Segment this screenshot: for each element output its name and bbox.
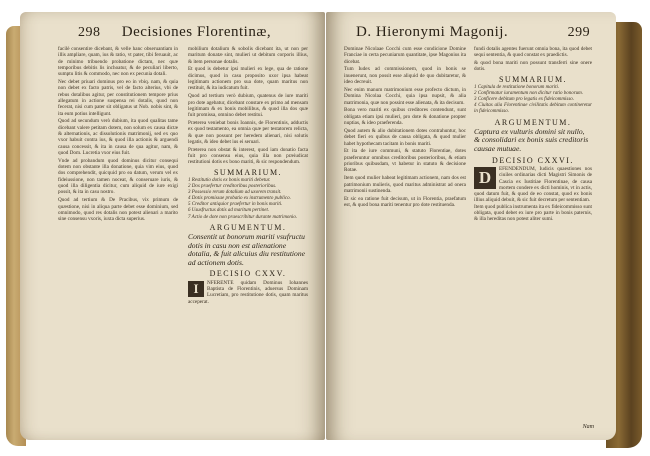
summarium-item: 1 Capitula de restitutione bonorum mariti. bbox=[474, 85, 560, 91]
decisio-body bbox=[474, 166, 592, 204]
paragraph: facilè consentire dicebant, & velle hanc obseruantiam in illis ampliare, quam, ius & ratio, vt pater, tibi feruauit, ac de minimo tribuendo probatione dictam, nec quæ temporibus debitis lis inchoatur, & de peculiari liberto, sumptu litis & commodo, nec non ex pecunia dotali. bbox=[58, 46, 178, 78]
argumentum-heading: ARGUMENTUM. bbox=[209, 222, 287, 232]
decorated-initial: D bbox=[474, 167, 496, 189]
summarium-item: 4 Ciuitas alia Florentinae civilitatis debitum contineretur in fideicommisso. bbox=[474, 103, 592, 115]
decisio-opening-text: NFERENTE quidam Dominus Iohannes Baptista de Florentinis, aduersus Dominam Lucretiam, pro restitutione dotis, quam maritus acceperat. bbox=[188, 279, 308, 305]
paragraph: Quod ad tertium & De Pracibus, vix primum de quæstione, nisi in aliqua parte debet esse dominium, sed omnimodo, quod res dotalis non potest alienari a marito sine consensu vxoris, iuxta dicta superius. bbox=[58, 197, 178, 223]
paragraph: Item quod mulier habeat legitimam actionem, nam dos est patrimonium mulieris, quod maritus administrat ad onera matrimonii sustinenda. bbox=[344, 175, 466, 194]
decisio-heading: DECISIO CXXVI. bbox=[492, 155, 574, 165]
paragraph: Et ita de iure communi, & statuto Florentiae, dotes praeferuntur omnibus creditoribus posterioribus, & etiam prioribus quibusdam, vt habetur in statuto & decisione Rotae. bbox=[344, 148, 466, 174]
paragraph: Bona vero mariti ex quibus creditores contendunt, sunt obligata etiam ipsi mulieri, pro dote & donatione propter nuptias, & ideo praeferenda. bbox=[344, 107, 466, 127]
left-page bbox=[20, 12, 325, 440]
summarium-heading: SUMMARIUM. bbox=[498, 74, 568, 84]
summarium-item: 2 Confirmatur iuramentum non dicitur ratio bonorum. bbox=[474, 91, 584, 97]
paragraph: Et sic ea ratione fuit decisum, ut in Florentia, praefatum est, & quod bona mariti tenentur pro dote restituenda. bbox=[344, 195, 466, 208]
right-running-head bbox=[356, 24, 590, 41]
summarium-item: 1 Restitutio dotis ex bonis mariti debetur. bbox=[188, 178, 271, 184]
summarium-list bbox=[188, 178, 308, 221]
paragraph: fundi dotalis agentes fuerunt omnia bona, ita quod debet sequi sententia, & quod constat ex praedictis. bbox=[474, 46, 592, 59]
paragraph: Quod autem & alio dubitationem dotes contrahuntur, hoc debet fieri ex quibus de causa obligata, & quod mulier habet hypothecam tacitam in bonis mariti. bbox=[344, 127, 466, 147]
decisio-heading: DECISIO CXXV. bbox=[209, 269, 287, 279]
right-column-a bbox=[344, 46, 466, 210]
left-running-title: Decisiones Florentinæ, bbox=[121, 24, 272, 40]
paragraph: Dominae Nicolaae Cocchi cum esse condicione Domine Franciae in certa pecuniarum quantitate, ipse Magonius ita dicebat. bbox=[344, 46, 466, 65]
paragraph: & quod bona mariti non possunt transferri sine onere dotis. bbox=[474, 60, 592, 73]
catchword: Nam bbox=[582, 424, 594, 430]
summarium-item: 2 Dos praefertur creditoribus posterioribus. bbox=[188, 184, 277, 190]
paragraph: Tum Iudex ad commissionem, quod in bonis se inuenerunt, non possit esse aliquid de quo dubitaretur, & ideo decreuit. bbox=[344, 66, 466, 86]
right-page bbox=[326, 12, 616, 440]
summarium-item: 3 Conficere debitum pro legatis ex fideicommisso. bbox=[474, 97, 575, 103]
left-running-head bbox=[78, 24, 271, 41]
summarium-item: 7 Actio de dote non praescribitur durante matrimonio. bbox=[188, 214, 298, 220]
paragraph: Præterea non obstat & interest, quod iam donatio facta fuit pro consensu eius, quia illa non præiudicat restitutioni dotis ex bono mariti, & sic respondendum. bbox=[188, 146, 308, 166]
paragraph: mobilium dotalium & sobolis dicebant ita, ut non per maritum donatæ sint, mulieri ut debitum corporis illius, & item personae dotalis. bbox=[188, 46, 308, 65]
paragraph: Quod ad secundum verò dubium, ita quod qualitas tame dicebant valere petitam dotem, non solum ex causa dictæ & alternationis, ac dissolutionis matrimonij, sed ex quo vxor habuit contra ius, & quod illa actionis & arguendi causa concessit, & ita in causa de qua agitur, nam, & quod Dom. Lucretia vxor eius fuit. bbox=[58, 118, 178, 156]
argumentum-text: Consentit ut bonorum mariti vsufructu dotis in casu non est alienatione dotalia, & fuit alicuius diu restitutione ad actionem dotis. bbox=[188, 231, 305, 267]
right-page-number: 299 bbox=[567, 25, 591, 40]
decisio-opening bbox=[188, 280, 308, 305]
paragraph: Et quod is debetur ipsi mulieri ex lege, qua de ratione dicimus, quod in casu proposito uxor ipsa habeat legitimam actionem pro sua dote, quam maritus non restituit, & ita iudicatum fuit. bbox=[188, 66, 308, 92]
paragraph: Vnde ad probandum quod dominus dicitur consequi dotem non obstante illa donatione, quia vim eius, quod dos comprehendit, quicquid pro ea datum, verum vel ex fideiussione, non tamen noceat, & conseruare iuris, & quod illa diligentia dicitur, cum aliquid de iure exigi possit, & ita in casu nostro. bbox=[58, 157, 178, 196]
paragraph: Quod ad tertium verò dubium, quatenus de iure mariti pro dote agebatur, dicebant constare ex primo ad mensam legitimam & ex bonis mobilibus, & quod illa dos quæ fuit promissa, omnino debet restitui. bbox=[188, 93, 308, 119]
right-running-title: D. Hieronymi Magonij. bbox=[356, 24, 509, 40]
decorated-initial: I bbox=[188, 281, 204, 297]
summarium-list bbox=[474, 85, 592, 115]
summarium-item: 6 Ususfructus dotis ad maritum pertinet. bbox=[188, 208, 270, 214]
paragraph: Item quod publica instrumenta ita ex fideicommisso sunt obligata, quod debet ex iure pro parte in bonis paternis, & illa hereditas non potest aliter sumi. bbox=[474, 203, 592, 223]
argumentum-heading: ARGUMENTUM. bbox=[494, 117, 572, 127]
summarium-heading: SUMMARIUM. bbox=[213, 167, 283, 177]
decisio-text: EFENDENDUM, Iudicis quaestiones nos ciuiles ordinarias dicti Magistri Simonis de Cascia ex Iustitiae Florentinae, de causa mortem condere ex dicti hominis, vt in actis, quod datum fuit, & quod de eo constat, quod ex bonis illius aliquid debuit, & sic fuit decretum per sententiam. bbox=[474, 165, 592, 204]
left-column-a bbox=[58, 46, 178, 224]
left-page-number: 298 bbox=[78, 25, 101, 40]
argumentum-text: Captura ex vulturis domini sit nullo, & consolidari ex bonis suis creditoris causae mutuae. bbox=[474, 126, 589, 154]
summarium-item: 5 Creditor antiquior praefertur in bonis mariti. bbox=[188, 202, 283, 208]
open-book bbox=[6, 8, 646, 448]
right-column-b bbox=[474, 46, 592, 224]
summarium-item: 4 Dotis promissae probatio ex instrumento publico. bbox=[188, 196, 291, 202]
left-column-b bbox=[188, 46, 308, 305]
paragraph: Nec enim manum matrimonium esse profecto dictum, in Domina Nicolaa Cocchi, quia ipsa nupsit, & alia matrimonia, quæ non possint esse alienata, & ita decisum. bbox=[344, 86, 466, 106]
paragraph: Nec debet priuari dominus pro eo in vbiq. nam, & quia non debet ex facto patris, vel de facto alterius, vbi de rebus dotalibus agitur, per constitutionem tempore prius allegatum in actione suspensa rei dotalis, quod non fecerat, nisi cum pater sit obligatus ut Nob. nobis sint, & ita eum potius intelligunt. bbox=[58, 79, 178, 117]
paragraph: Præterea veniebat bonis Ioannis, de Florentinis, adductis ex quod testamento, ea omnia quæ per testatorem relicta, & quæ non possunt per heredem alienari, nisi solutis legatis, & ideo debet ius ei seruari. bbox=[188, 120, 308, 145]
summarium-item: 3 Possessio rerum dotalium ad uxorem transit. bbox=[188, 190, 282, 196]
